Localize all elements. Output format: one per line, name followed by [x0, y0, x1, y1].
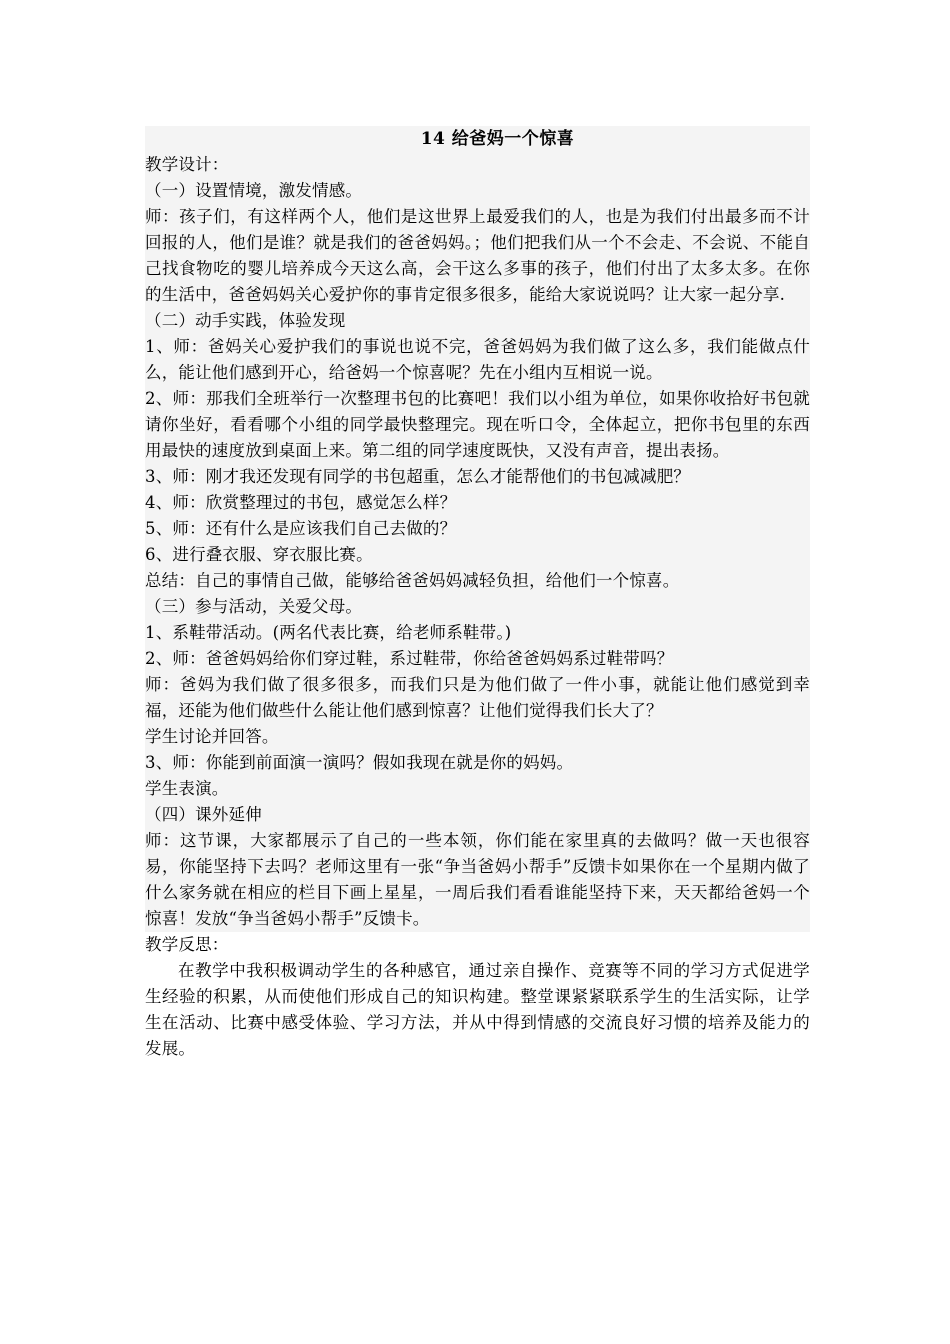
- step-5: 5、师：还有什么是应该我们自己去做的？: [145, 519, 457, 538]
- section-heading-design: 教学设计：: [145, 155, 229, 174]
- step-6: 6、进行叠衣服、穿衣服比赛。: [145, 545, 373, 564]
- teacher-question: 师：爸妈为我们做了很多很多，而我们只是为他们做了一件小事，就能让他们感觉到幸福，还能为他们做些什么能让他们感到惊喜？让他们觉得我们长大了？: [145, 675, 810, 720]
- step-3: 3、师：刚才我还发现有同学的书包超重，怎么才能帮他们的书包减减肥？: [145, 467, 691, 486]
- step-1: 1、师：爸妈关心爱护我们的事说也说不完，爸爸妈妈为我们做了这么多，我们能做点什么，能让他们感到开心，给爸妈一个惊喜呢？先在小组内互相说一说。: [145, 337, 810, 382]
- student-performance: 学生表演。: [145, 779, 229, 798]
- summary: 总结：自己的事情自己做，能够给爸爸妈妈减轻负担，给他们一个惊喜。: [145, 571, 680, 590]
- part-three-heading: （三）参与活动，关爱父母。: [145, 597, 363, 616]
- step-4: 4、师：欣赏整理过的书包，感觉怎么样？: [145, 493, 457, 512]
- part-two-heading: （二）动手实践，体验发现: [145, 311, 346, 330]
- document-page: [145, 126, 810, 1062]
- step-2: 2、师：那我们全班举行一次整理书包的比赛吧！我们以小组为单位，如果你收拾好书包就请你坐好，看看哪个小组的同学最快整理完。现在听口令，全体起立，把你书包里的东西用最快的速度放到桌面上来。第二组的同学速度既快，又没有声音，提出表扬。: [145, 389, 810, 460]
- student-discussion: 学生讨论并回答。: [145, 727, 279, 746]
- activity-1: 1、系鞋带活动。(两名代表比赛，给老师系鞋带。): [145, 623, 512, 642]
- activity-3: 3、师：你能到前面演一演吗？假如我现在就是你的妈妈。: [145, 753, 574, 772]
- document-title: 14 给爸妈一个惊喜: [420, 129, 575, 149]
- activity-2: 2、师：爸爸妈妈给你们穿过鞋，系过鞋带，你给爸爸妈妈系过鞋带吗？: [145, 649, 674, 668]
- reflection-section: [145, 932, 810, 1062]
- reflection-body: 在教学中我积极调动学生的各种感官，通过亲自操作、竞赛等不同的学习方式促进学生经验的积累，从而使他们形成自己的知识构建。整堂课紧紧联系学生的生活实际，让学生在活动、比赛中感受体验、学习方法，并从中得到情感的交流良好习惯的培养及能力的发展。: [145, 961, 810, 1058]
- reflection-heading: 教学反思：: [145, 935, 229, 954]
- paragraph-intro: 师：孩子们，有这样两个人，他们是这世界上最爱我们的人，也是为我们付出最多而不计回报的人，他们是谁？就是我们的爸爸妈妈。；他们把我们从一个不会走、不会说、不能自己找食物吃的婴儿培养成今天这么高，会干这么多事的孩子，他们付出了太多太多。在你的生活中，爸爸妈妈关心爱护你的事肯定很多很多，能给大家说说吗？让大家一起分享.: [145, 207, 810, 304]
- part-one-heading: （一）设置情境，激发情感。: [145, 181, 363, 200]
- extension-paragraph: 师：这节课，大家都展示了自己的一些本领，你们能在家里真的去做吗？做一天也很容易，你能坚持下去吗？老师这里有一张“争当爸妈小帮手”反馈卡如果你在一个星期内做了什么家务就在相应的栏目下画上星星，一周后我们看看谁能坚持下来，天天都给爸妈一个惊喜！发放“争当爸妈小帮手”反馈卡。: [145, 831, 810, 928]
- part-four-heading: （四）课外延伸: [145, 805, 262, 824]
- lesson-plan-section: [145, 126, 810, 932]
